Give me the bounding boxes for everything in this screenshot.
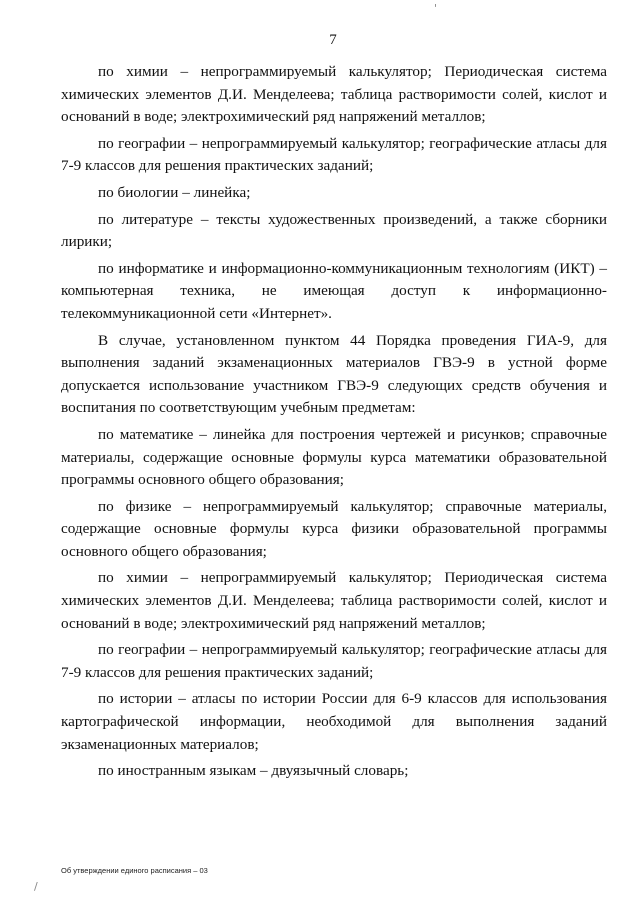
paragraph-biology: по биологии – линейка;	[98, 183, 251, 201]
page-number: 7	[329, 32, 337, 48]
scan-mark: /	[34, 880, 38, 893]
paragraph-history: по истории – атласы по истории России для 6-9 классов для использования картографической информации, необходимой для выполнения заданий экзаменационных материалов;	[61, 690, 607, 753]
page-footer: Об утверждении единого расписания – 03	[61, 866, 208, 875]
paragraph-geography-2: по географии – непрограммируемый калькулятор; географические атласы для 7-9 классов для решения практических заданий;	[61, 641, 607, 681]
paragraph-chemistry-1: по химии – непрограммируемый калькулятор; Периодическая система химических элементов Д.И. Менделеева; таблица растворимости солей, кислот и оснований в воде; электрохимический ряд напряжений металлов;	[61, 63, 607, 126]
paragraph-geography-1: по географии – непрограммируемый калькулятор; географические атласы для 7-9 классов для решения практических заданий;	[61, 134, 607, 175]
document-body	[61, 61, 607, 787]
scan-mark: '	[434, 2, 438, 15]
paragraph-gve9-oral: В случае, установленном пунктом 44 Порядка проведения ГИА-9, для выполнения заданий экзаменационных материалов ГВЭ-9 в устной форме допускается использование участником ГВЭ-9 следующих средств обучения и воспитания по соответствующим учебным предметам:	[61, 331, 607, 417]
paragraph-informatics: по информатике и информационно-коммуникационным технологиям (ИКТ) – компьютерная техника, не имеющая доступ к информационно-телекоммуникационной сети «Интернет».	[61, 259, 607, 322]
paragraph-physics: по физике – непрограммируемый калькулятор; справочные материалы, содержащие основные формулы курса физики образовательной программы основного общего образования;	[61, 497, 607, 560]
paragraph-literature: по литературе – тексты художественных произведений, а также сборники лирики;	[61, 210, 607, 251]
paragraph-chemistry-2: по химии – непрограммируемый калькулятор; Периодическая система химических элементов Д.И. Менделеева; таблица растворимости солей, кислот и оснований в воде; электрохимический ряд напряжений металлов;	[61, 569, 607, 632]
paragraph-foreign-languages: по иностранным языкам – двуязычный словарь;	[98, 762, 409, 780]
paragraph-math: по математике – линейка для построения чертежей и рисунков; справочные материалы, содержащие основные формулы курса математики образовательной программы основного общего образования;	[61, 425, 607, 489]
